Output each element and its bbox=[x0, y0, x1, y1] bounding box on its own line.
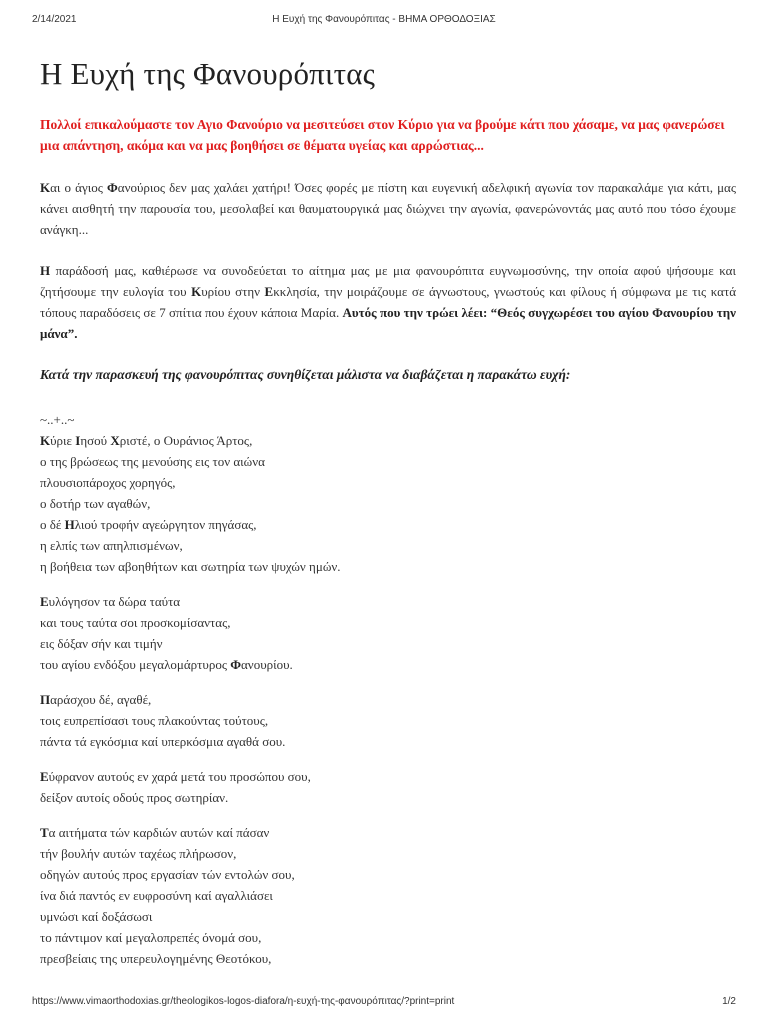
prayer-line: η ελπίς των απηλπισμένων, bbox=[40, 538, 183, 553]
print-header bbox=[32, 14, 736, 28]
prayer-stanza-1 bbox=[40, 409, 736, 577]
drop-letter: Η bbox=[40, 263, 51, 278]
prayer-line: τήν βουλήν αυτών ταχέως πλήρωσον, bbox=[40, 846, 237, 861]
prayer-stanza-4 bbox=[40, 766, 736, 808]
paragraph-text: ανούριος δεν μας χαλάει χατήρι! Όσες φορές με πίστη και ευγενική αδελφική αγωνία τον παρακαλάμε για κάτι, μας κάνει αισθητή την παρουσία του, μεσολαβεί και θαυματουργικά μας διώχνει την αγωνία, φανερώνοντάς μας αυτό που τόσο έχουμε ανάγκη... bbox=[40, 180, 737, 237]
paragraph-tradition bbox=[40, 260, 736, 344]
paragraph-saint-fanourios bbox=[40, 177, 736, 240]
drop-letter: Ε bbox=[40, 594, 49, 609]
line-text: ύριε bbox=[50, 433, 76, 448]
drop-letter: Κ bbox=[40, 433, 51, 448]
prayer-separator: ~..+..~ bbox=[40, 412, 75, 427]
print-page-number: 1/2 bbox=[722, 996, 736, 1007]
drop-letter: Φ bbox=[107, 180, 118, 195]
paragraph-text: παράδοσή μας, καθιέρωσε να συνοδεύεται το αίτημα μας με μια φανουρόπιτα ευγνωμοσύνης, την οποία αφού ψήσουμε και ζητήσουμε την ευλογία του bbox=[40, 263, 736, 299]
line-text: ύφρανον αυτούς εν χαρά μετά του προσώπου σου, bbox=[48, 769, 311, 784]
prayer-line bbox=[40, 766, 736, 787]
prayer-line bbox=[40, 654, 736, 675]
drop-letter: Τ bbox=[40, 825, 49, 840]
print-url: https://www.vimaorthodoxias.gr/theologikos-logos-diafora/η-ευχή-της-φανουρόπιτας/?print=print bbox=[32, 996, 455, 1007]
line-text: α αιτήματα τών καρδιών αυτών καί πάσαν bbox=[48, 825, 270, 840]
prayer-line bbox=[40, 591, 736, 612]
article-intro: Πολλοί επικαλούμαστε τον Αγιο Φανούριο να μεσιτεύσει στον Κύριο για να βρούμε κάτι που χάσαμε, να μας φανερώσει μια απάντηση, ακόμα και να μας βοηθήσει σε θέματα υγείας και αρρώστιας... bbox=[40, 117, 725, 153]
prayer-line: το πάντιμον καί μεγαλοπρεπές όνομά σου, bbox=[40, 930, 262, 945]
line-text: αράσχου δέ, αγαθέ, bbox=[50, 692, 152, 707]
paragraph-text: αι ο άγιος bbox=[50, 180, 107, 195]
line-text: ανουρίου. bbox=[241, 657, 293, 672]
line-text: ο δέ bbox=[40, 517, 65, 532]
prayer-line bbox=[40, 689, 736, 710]
prayer-line: τοις ευπρεπίσασι τους πλακούντας τούτους, bbox=[40, 713, 269, 728]
print-footer bbox=[32, 996, 736, 1010]
drop-letter: Φ bbox=[230, 657, 241, 672]
drop-letter: Χ bbox=[110, 433, 120, 448]
prayer-line: οδηγών αυτούς προς εργασίαν τών εντολών σου, bbox=[40, 867, 295, 882]
prayer-line: και τους ταύτα σοι προσκομίσαντας, bbox=[40, 615, 231, 630]
prayer-line: ο της βρώσεως της μενούσης εις τον αιώνα bbox=[40, 454, 265, 469]
drop-letter: Ι bbox=[75, 433, 81, 448]
prayer-line: ίνα διά παντός εν ευφροσύνη καί αγαλλιάσει bbox=[40, 888, 273, 903]
line-text: ησού bbox=[80, 433, 111, 448]
prayer-line: εις δόξαν σήν και τιμήν bbox=[40, 636, 163, 651]
drop-letter: Π bbox=[40, 692, 51, 707]
line-text: υλόγησον τα δώρα ταύτα bbox=[48, 594, 181, 609]
paragraph-text: υρίου στην bbox=[201, 284, 265, 299]
prayer-line: ο δοτήρ των αγαθών, bbox=[40, 496, 151, 511]
prayer-stanza-5 bbox=[40, 822, 736, 969]
prayer-line: πάντα τά εγκόσμια καί υπερκόσμια αγαθά σου. bbox=[40, 734, 286, 749]
prayer-line: δείξον αυτοίς οδούς προς σωτηρίαν. bbox=[40, 790, 229, 805]
line-text: ριστέ, ο Ουράνιος Άρτος, bbox=[119, 433, 253, 448]
line-text: του αγίου ενδόξου μεγαλομάρτυρος bbox=[40, 657, 231, 672]
article-title: Η Ευχή της Φανουρόπιτας bbox=[40, 56, 376, 91]
drop-letter: Η bbox=[64, 517, 75, 532]
drop-letter: Ε bbox=[40, 769, 49, 784]
paragraph-text: κκλησία, την μοιράζουμε σε άγνωστους, γνωστούς και φίλους ή σύμφωνα με τις κατά τόπους παραδόσεις σε 7 σπίτια που έχουν κάποια Μαρία. bbox=[40, 284, 737, 320]
prayer-line bbox=[40, 822, 736, 843]
prayer-lead: Κατά την παρασκευή της φανουρόπιτας συνηθίζεται μάλιστα να διαβάζεται η παρακάτω ευχή: bbox=[40, 367, 571, 382]
prayer-line bbox=[40, 514, 736, 535]
drop-letter: Κ bbox=[191, 284, 202, 299]
print-date: 2/14/2021 bbox=[32, 14, 77, 25]
prayer-line: υμνώσι καί δοξάσωσι bbox=[40, 909, 153, 924]
drop-letter: Ε bbox=[264, 284, 274, 299]
saying-bold: Αυτός που την τρώει λέει: “Θεός συγχωρέσει του αγίου Φανουρίου την μάνα”. bbox=[40, 305, 736, 341]
prayer-line: η βοήθεια των αβοηθήτων και σωτηρία των ψυχών ημών. bbox=[40, 559, 341, 574]
drop-letter: Κ bbox=[40, 180, 51, 195]
prayer-stanza-3 bbox=[40, 689, 736, 752]
prayer-line: πρεσβείαις της υπερευλογημένης Θεοτόκου, bbox=[40, 951, 272, 966]
print-page-title: Η Ευχή της Φανουρόπιτας - ΒΗΜΑ ΟΡΘΟΔΟΞΙΑΣ bbox=[272, 14, 496, 25]
prayer-line: πλουσιοπάροχος χορηγός, bbox=[40, 475, 176, 490]
article bbox=[40, 56, 736, 983]
prayer bbox=[40, 409, 736, 969]
prayer-line bbox=[40, 430, 736, 451]
line-text: λιού τροφήν αγεώργητον πηγάσας, bbox=[74, 517, 257, 532]
prayer-stanza-2 bbox=[40, 591, 736, 675]
